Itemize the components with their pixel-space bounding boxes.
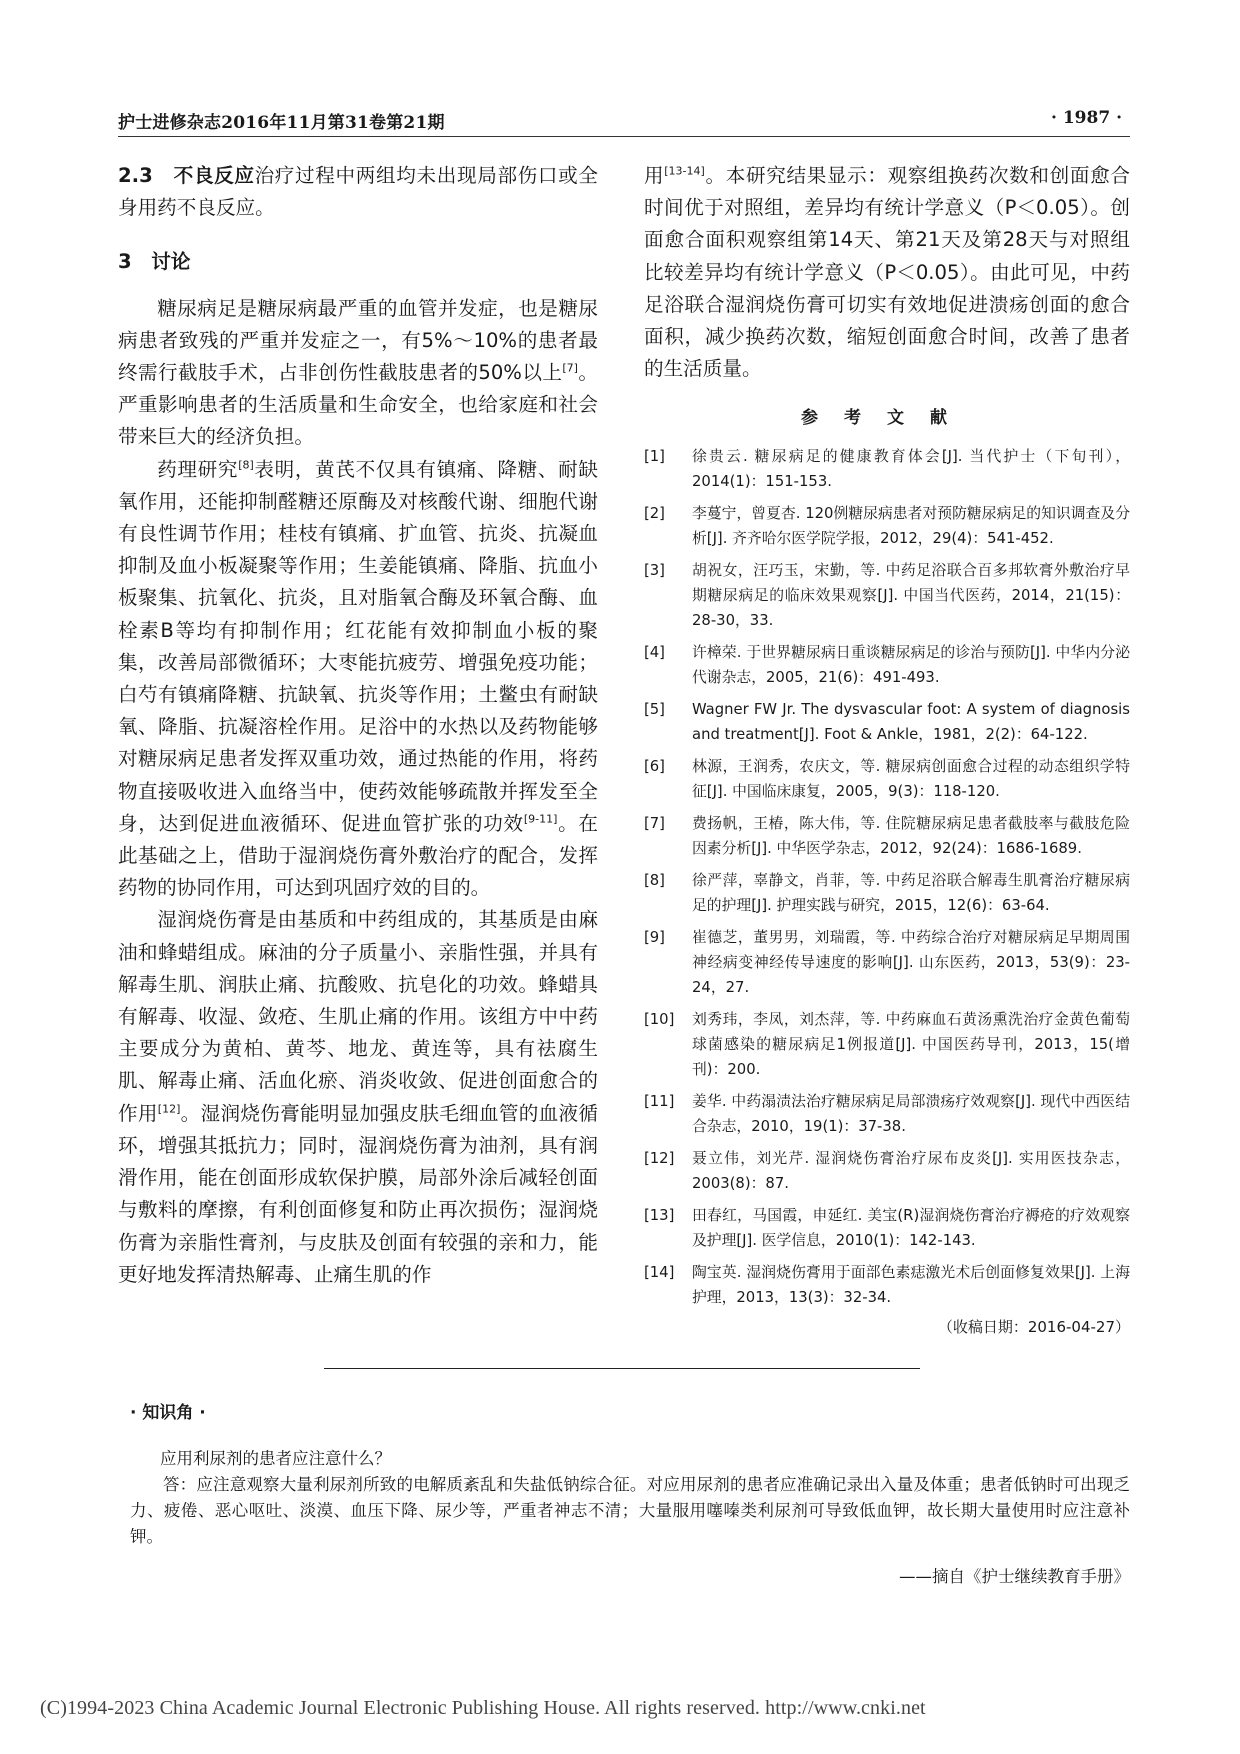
reference-text: 许樟荣. 于世界糖尿病日重谈糖尿病足的诊治与预防[J]. 中华内分泌代谢杂志，2005，21(6)：491-493. (692, 644, 1130, 687)
citation-7: [7] (562, 361, 578, 375)
reference-item (644, 868, 1130, 918)
citation-12: [12] (157, 1102, 181, 1116)
reference-text: 刘秀玮，李凤，刘杰萍，等. 中药麻血石黄汤熏洗治疗金黄色葡萄球菌感染的糖尿病足1例报道[J]. 中国医药导刊，2013，15(增刊)：200. (692, 1011, 1130, 1079)
reference-number: [6] (644, 758, 665, 776)
section-divider (324, 1368, 920, 1369)
reference-item (644, 1203, 1130, 1253)
reference-item (644, 697, 1130, 747)
reference-number: [9] (644, 929, 665, 947)
reference-text: 徐贵云. 糖尿病足的健康教育体会[J]. 当代护士（下旬刊），2014(1)：151-153. (692, 448, 1130, 491)
received-date: （收稿日期：2016-04-27） (937, 1318, 1130, 1337)
reference-item (644, 1260, 1130, 1310)
reference-item (644, 640, 1130, 690)
section-3-heading: 3 讨论 (118, 250, 191, 274)
reference-text: 费扬帆，王椿，陈大伟，等. 住院糖尿病足患者截肢率与截肢危险因素分析[J]. 中华医学杂志，2012，92(24)：1686-1689. (692, 815, 1130, 858)
continuation-text: 。本研究结果显示：观察组换药次数和创面愈合时间优于对照组，差异均有统计学意义（P＜0.05）。创面愈合面积观察组第14天、第21天及第28天与对照组比较差异均有统计学意义（P＜0.05）。由此可见，中药足浴联合湿润烧伤膏可切实有效地促进溃疡创面的愈合面积，减少换药次数，缩短创面愈合时间，改善了患者的生活质量。 (644, 164, 1131, 381)
knowledge-corner (130, 1446, 1130, 1590)
reference-text: 姜华. 中药溻渍法治疗糖尿病足局部溃疡疗效观察[J]. 现代中西医结合杂志，2010，19(1)：37-38. (692, 1093, 1130, 1136)
reference-text: 林源，王润秀，农庆文，等. 糖尿病创面愈合过程的动态组织学特征[J]. 中国临床康复，2005，9(3)：118-120. (692, 758, 1130, 801)
reference-item (644, 1089, 1130, 1139)
section-2-3 (118, 160, 598, 224)
discussion-paragraph-2 (118, 454, 598, 905)
knowledge-source: ——摘自《护士继续教育手册》 (899, 1567, 1130, 1586)
knowledge-answer: 答：应注意观察大量利尿剂所致的电解质紊乱和失盐低钠综合征。对应用尿剂的患者应准确记录出入量及体重；患者低钠时可出现乏力、疲倦、恶心呕吐、淡漠、血压下降、尿少等，严重者神志不清；大量服用噻嗪类利尿剂可导致低血钾，故长期大量使用时应注意补钾。 (130, 1475, 1130, 1546)
journal-title: 护士进修杂志2016年11月第31卷第21期 (118, 113, 445, 133)
reference-text: 田春红，马国霞，申延红. 美宝(R)湿润烧伤膏治疗褥疮的疗效观察及护理[J]. 医学信息，2010(1)：142-143. (692, 1207, 1130, 1250)
reference-number: [7] (644, 815, 665, 833)
knowledge-corner-label: · 知识角 · (130, 1403, 206, 1423)
p2-text: 表明，黄芪不仅具有镇痛、降糖、耐缺氧作用，还能抑制醛糖还原酶及对核酸代谢、细胞代谢有良性调节作用；桂枝有镇痛、扩血管、抗炎、抗凝血抑制及血小板凝聚等作用；生姜能镇痛、降脂、抗血小板聚集、抗氧化、抗炎，且对脂氧合酶及环氧合酶、血栓素B等均有抑制作用；红花能有效抑制血小板的聚集，改善局部微循环；大枣能抗疲劳、增强免疫功能；白芍有镇痛降糖、抗缺氧、抗炎等作用；土鳖虫有耐缺氧、降脂、抗凝溶栓作用。足浴中的水热以及药物能够对糖尿病足患者发挥双重功效，通过热能的作用，将药物直接吸收进入血络当中，使药效能够疏散并挥发至全身，达到促进血液循环、促进血管扩张的功效 (118, 457, 599, 835)
p3-tail: 。湿润烧伤膏能明显加强皮肤毛细血管的血液循环，增强其抵抗力；同时，湿润烧伤膏为油剂，具有润滑作用，能在创面形成软保护膜，局部外涂后减轻创面与敷料的摩擦，有利创面修复和防止再次损伤；湿润烧伤膏为亲脂性膏剂，与皮肤及创面有较强的亲和力，能更好地发挥清热解毒、止痛生肌的作 (118, 1101, 599, 1286)
reference-number: [4] (644, 644, 665, 662)
reference-text: Wagner FW Jr. The dysvascular foot: A system of diagnosis and treatment[J]. Foot & Ankle，1981，2(2)：64-122. (692, 701, 1130, 744)
references-title: 参考文献 (801, 408, 973, 429)
discussion-continuation (644, 160, 1130, 385)
left-column (118, 160, 598, 1291)
reference-number: [1] (644, 448, 665, 466)
reference-item (644, 1007, 1130, 1082)
reference-item (644, 811, 1130, 861)
discussion-paragraph-1 (118, 293, 598, 454)
reference-item (644, 558, 1130, 633)
reference-number: [8] (644, 872, 665, 890)
reference-text: 徐严萍，辜静文，肖菲，等. 中药足浴联合解毒生肌膏治疗糖尿病足的护理[J]. 护理实践与研究，2015，12(6)：63-64. (692, 872, 1130, 915)
reference-text: 胡祝女，汪巧玉，宋勤，等. 中药足浴联合百多邦软膏外敷治疗早期糖尿病足的临床效果观察[J]. 中国当代医药，2014，21(15)：28-30，33. (692, 562, 1130, 630)
right-column (644, 160, 1130, 1339)
running-header (118, 108, 1130, 136)
p2-tail: 。在此基础之上，借助于湿润烧伤膏外敷治疗的配合，发挥药物的协同作用，可达到巩固疗效的目的。 (118, 811, 599, 900)
reference-item (644, 754, 1130, 804)
reference-text: 李蔓宁，曾夏杏. 120例糖尿病患者对预防糖尿病足的知识调查及分析[J]. 齐齐哈尔医学院学报，2012，29(4)：541-452. (692, 505, 1130, 548)
reference-text: 聂立伟，刘光芹. 湿润烧伤膏治疗尿布皮炎[J]. 实用医技杂志，2003(8)：87. (692, 1150, 1130, 1193)
citation-8: [8] (238, 458, 254, 472)
copyright-footer: (C)1994-2023 China Academic Journal Electronic Publishing House. All rights reserved. http://www.cnki.net (40, 1697, 926, 1719)
reference-number: [11] (644, 1093, 675, 1111)
reference-text: 崔德芝，董男男，刘瑞霞，等. 中药综合治疗对糖尿病足早期周围神经病变神经传导速度的影响[J]. 山东医药，2013，53(9)：23-24，27. (692, 929, 1130, 997)
p3-text: 湿润烧伤膏是由基质和中药组成的，其基质是由麻油和蜂蜡组成。麻油的分子质量小、亲脂性强，并具有解毒生肌、润肤止痛、抗酸败、抗皂化的功效。蜂蜡具有解毒、收湿、敛疮、生肌止痛的作用。该组方中中药主要成分为黄柏、黄芩、地龙、黄连等，具有祛腐生肌、解毒止痛、活血化瘀、消炎收敛、促进创面愈合的作用 (118, 908, 598, 1125)
knowledge-question: 应用利尿剂的患者应注意什么？ (160, 1449, 391, 1468)
citation-9-11: [9-11] (523, 812, 558, 826)
p2-lead: 药理研究 (157, 457, 239, 481)
reference-number: [13] (644, 1207, 675, 1225)
section-2-3-text: 治疗过程中两组均未出现局部伤口或全身用药不良反应。 (118, 164, 598, 220)
p1-text: 糖尿病足是糖尿病最严重的血管并发症，也是糖尿病患者致残的严重并发症之一，有5%～10%的患者最终需行截肢手术，占非创伤性截肢患者的50%以上 (118, 296, 598, 385)
header-rule (118, 136, 1130, 137)
reference-number: [3] (644, 562, 665, 580)
continuation-lead: 用 (644, 164, 665, 187)
reference-number: [14] (644, 1264, 675, 1282)
reference-number: [10] (644, 1011, 675, 1029)
reference-item (644, 925, 1130, 1000)
reference-list (644, 444, 1130, 1310)
reference-text: 陶宝英. 湿润烧伤膏用于面部色素痣激光术后创面修复效果[J]. 上海护理，2013，13(3)：32-34. (692, 1264, 1130, 1307)
reference-item (644, 1146, 1130, 1196)
citation-13-14: [13-14] (664, 164, 705, 178)
reference-number: [12] (644, 1150, 675, 1168)
discussion-paragraph-3 (118, 904, 598, 1290)
section-2-3-heading: 2.3 不良反应 (118, 164, 255, 187)
page-number: · 1987 · (1051, 108, 1122, 128)
reference-item (644, 501, 1130, 551)
p1-tail: 。严重影响患者的生活质量和生命安全，也给家庭和社会带来巨大的经济负担。 (118, 361, 598, 449)
reference-item (644, 444, 1130, 494)
reference-number: [2] (644, 505, 665, 523)
reference-number: [5] (644, 701, 665, 719)
